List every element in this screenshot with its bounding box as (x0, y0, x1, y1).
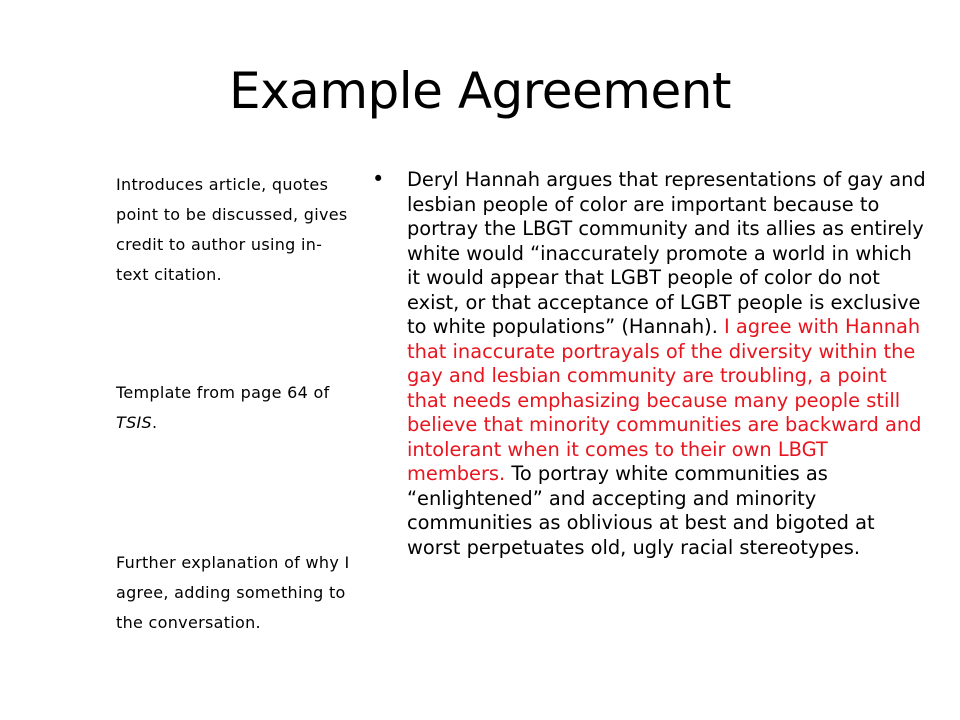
note-introduces-article: Introduces article, quotes point to be discussed, gives credit to author using in-text citation. (116, 175, 348, 284)
note-book-title: TSIS (116, 413, 153, 432)
body-text-agreement: I agree with Hannah that inaccurate portrayals of the diversity within the gay and lesbian community are troubling, a point that needs emphasizing because many people still believe that minority communities are backward and intolerant when it comes to their own LBGT members. (407, 315, 922, 485)
body-text-explanation: To portray white communities as “enlightened” and accepting and minority communities as oblivious at best and bigoted at worst perpetuates old, ugly racial stereotypes. (407, 462, 875, 559)
note-further-explanation: Further explanation of why I agree, adding something to the conversation. (116, 553, 350, 632)
note-template-source (116, 378, 352, 438)
slide-title: Example Agreement (229, 62, 731, 120)
note-template-prefix: Template from page 64 of (116, 383, 330, 402)
body-paragraph (407, 168, 927, 560)
bullet-marker: • (372, 167, 385, 191)
note-template-suffix: . (152, 413, 158, 432)
body-text-summary: Deryl Hannah argues that representations of gay and lesbian people of color are important because to portray the LBGT community and its allies as entirely white would “inaccurately promote a world in which it would appear that LGBT people of color do not exist, or that acceptance of LGBT people is exclusive to white populations” (Hannah). (407, 168, 926, 338)
